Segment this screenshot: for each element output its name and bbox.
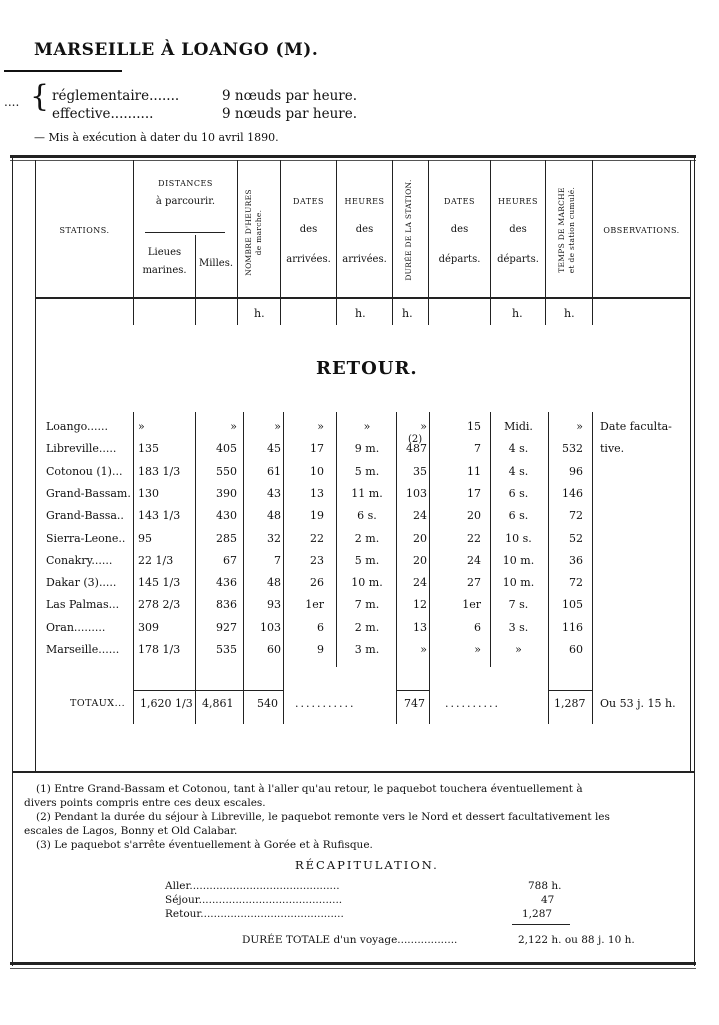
cell-obs: tive. — [600, 442, 625, 456]
totals-cumul: 1,287 — [554, 697, 586, 710]
footnote-1-line-2: divers points compris entre ces deux escales. — [24, 797, 266, 809]
header-lieues: Lieues — [147, 247, 182, 258]
header-temps-marche: TEMPS DE MARCHE et de station cumulé. — [557, 186, 576, 274]
cell-heure-arr: » — [363, 420, 371, 433]
footnote-2-line-2: escales de Lagos, Bonny et Old Calabar. — [24, 825, 238, 837]
cell-duree: 20 — [413, 531, 427, 545]
cell-obs: Date faculta- — [600, 420, 672, 433]
cell-lieues: 95 — [138, 531, 152, 545]
cell-heures-marche: 45 — [267, 442, 281, 456]
cell-heure-arr: 2 m. — [354, 620, 380, 634]
cell-date-arr: 6 — [317, 620, 324, 634]
cell-station: Oran......... — [46, 620, 106, 634]
header-marines: marines. — [142, 265, 187, 276]
cell-duree: 24 — [413, 509, 427, 523]
cell-heure-arr: 6 s. — [357, 509, 377, 523]
cell-milles: 436 — [216, 576, 237, 590]
cell-cumul: 105 — [562, 598, 583, 612]
table-row — [0, 420, 719, 442]
cell-station: Marseille...... — [46, 643, 120, 656]
cell-station: Grand-Bassam. — [46, 486, 131, 500]
cell-date-arr: 22 — [310, 531, 324, 545]
table-row — [0, 509, 719, 531]
cell-duree: » — [420, 643, 427, 656]
cell-station: Loango...... — [46, 420, 109, 433]
footnote-rule — [12, 771, 694, 773]
speed-effective-label: effective.......... — [52, 106, 154, 122]
cell-heure-arr: 5 m. — [354, 553, 380, 567]
cell-heures-marche: 32 — [267, 531, 281, 545]
cell-date-dep: 6 — [474, 620, 481, 634]
cell-duree: 103 — [406, 486, 427, 500]
unit-heures-dep: h. — [512, 307, 523, 320]
table-row — [0, 532, 719, 554]
cell-milles: 285 — [216, 531, 237, 545]
cell-milles: 836 — [216, 598, 237, 612]
cell-duree: » — [420, 420, 427, 433]
cell-lieues: 278 2/3 — [138, 598, 181, 612]
recap-aller-label: Aller............................................. — [165, 880, 340, 892]
cell-date-dep: 15 — [467, 420, 481, 433]
recap-duree-label: DURÉE TOTALE d'un voyage.................. — [242, 934, 458, 946]
totals-rule — [396, 690, 429, 691]
header-dates-dep-3: départs. — [438, 254, 481, 265]
cell-date-dep: 17 — [467, 486, 481, 500]
footnote-3: (3) Le paquebot s'arrête éventuellement à Gorée et à Rufisque. — [36, 839, 373, 851]
unit-heures-arr: h. — [355, 307, 366, 320]
title-underline — [4, 70, 122, 72]
recap-title: RÉCAPITULATION. — [295, 858, 439, 872]
cell-date-arr: 26 — [310, 576, 324, 590]
cell-station: Grand-Bassa.. — [46, 509, 124, 523]
col-line — [545, 160, 546, 325]
unit-heures-marche: h. — [254, 307, 265, 320]
header-nombre-heures: NOMBRE D'HEURES de marche. — [244, 189, 263, 276]
header-rule — [36, 297, 690, 299]
recap-duree-value: 2,122 h. ou 88 j. 10 h. — [518, 934, 635, 946]
cell-milles: 67 — [223, 553, 237, 567]
cell-cumul: 72 — [569, 576, 583, 590]
table-row — [0, 643, 719, 665]
header-dates-dep: DATES — [444, 197, 475, 206]
cell-lieues: 130 — [138, 486, 159, 500]
cell-cumul: » — [576, 420, 583, 433]
cell-heure-arr: 7 m. — [354, 598, 380, 612]
cell-heures-marche: 61 — [267, 464, 281, 478]
cell-date-dep: 1er — [462, 598, 481, 612]
cell-heure-arr: 5 m. — [354, 464, 380, 478]
cell-date-dep: 11 — [467, 464, 481, 478]
cell-heure-dep: 4 s. — [508, 442, 529, 456]
table-row — [0, 621, 719, 643]
cell-date-arr: 9 — [317, 643, 324, 656]
cell-duree: 24 — [413, 576, 427, 590]
cell-lieues: 135 — [138, 442, 159, 456]
col-line — [592, 160, 593, 325]
cell-date-dep: » — [474, 643, 481, 656]
cell-date-arr: 23 — [310, 553, 324, 567]
cell-date-dep: 24 — [467, 553, 481, 567]
distances-rule — [145, 232, 225, 233]
header-dates-arr-3: arrivées. — [286, 254, 331, 265]
footnote-2-line-1: (2) Pendant la durée du séjour à Libreville, le paquebot remonte vers le Nord et dessert facultativement les — [36, 811, 610, 823]
cell-cumul: 72 — [569, 509, 583, 523]
cell-heure-dep: 10 s. — [505, 531, 532, 545]
cell-heures-marche: 103 — [260, 620, 281, 634]
speed-effective-value: 9 nœuds par heure. — [222, 106, 358, 122]
header-dates-arr: DATES — [293, 197, 324, 206]
cell-date-arr: 19 — [310, 509, 324, 523]
header-distances: DISTANCES — [158, 179, 213, 188]
header-dates-dep-2: des — [450, 224, 469, 235]
cell-duree: 35 — [413, 464, 427, 478]
unit-duree: h. — [402, 307, 413, 320]
cell-heure-dep: 7 s. — [508, 598, 529, 612]
cell-station: Sierra-Leone.. — [46, 531, 126, 545]
header-heures-dep-3: départs. — [497, 254, 539, 265]
cell-heures-marche: 93 — [267, 598, 281, 612]
cell-lieues: 143 1/3 — [138, 509, 181, 523]
cell-heure-dep: 6 s. — [508, 509, 529, 523]
cell-cumul: 532 — [562, 442, 583, 456]
speed-reglementaire-value: 9 nœuds par heure. — [222, 88, 358, 104]
totals-duree: 747 — [404, 697, 425, 710]
totals-milles: 4,861 — [202, 697, 234, 710]
header-milles: Milles. — [198, 258, 234, 269]
header-dates-arr-2: des — [299, 224, 318, 235]
totals-heures-marche: 540 — [257, 697, 278, 710]
totals-dots: .......... — [445, 697, 500, 710]
cell-date-arr: 13 — [310, 486, 324, 500]
header-heures-arr: HEURES — [344, 197, 385, 206]
header-heures-arr-3: arrivées. — [342, 254, 387, 265]
cell-lieues: 178 1/3 — [138, 643, 181, 656]
cell-heures-marche: 48 — [267, 576, 281, 590]
table-top-border — [10, 155, 696, 158]
cell-heure-arr: 2 m. — [354, 531, 380, 545]
cell-cumul: 52 — [569, 531, 583, 545]
col-line — [195, 235, 196, 325]
header-heures-arr-2: des — [355, 224, 374, 235]
table-row — [0, 442, 719, 464]
cell-date-dep: 7 — [474, 442, 481, 456]
cell-duree: 487 — [406, 442, 427, 456]
cell-date-dep: 27 — [467, 576, 481, 590]
table-bottom-border — [10, 962, 696, 965]
cell-date-arr: 17 — [310, 442, 324, 456]
table-row — [0, 554, 719, 576]
cell-heure-dep: » — [515, 643, 522, 656]
cell-station: Conakry...... — [46, 553, 113, 567]
footnote-1-line-1: (1) Entre Grand-Bassam et Cotonou, tant à l'aller qu'au retour, le paquebot touchera éventuellement à — [36, 783, 583, 795]
cell-milles: 535 — [216, 643, 237, 656]
col-line — [237, 160, 238, 325]
table-bottom-border-thin — [10, 968, 696, 969]
totals-dots: ........... — [295, 697, 356, 710]
cell-station: Libreville..... — [46, 442, 117, 456]
cell-lieues: 309 — [138, 620, 159, 634]
table-top-border-thin — [10, 160, 696, 161]
table-row — [0, 487, 719, 509]
cell-lieues: 22 1/3 — [138, 553, 174, 567]
cell-heures-marche: 43 — [267, 486, 281, 500]
totals-lieues: 1,620 1/3 — [140, 697, 193, 710]
header-duree-station: DURÉE DE LA STATION. — [404, 179, 413, 281]
speed-reglementaire-label: réglementaire....... — [52, 88, 180, 104]
cell-heure-arr: 9 m. — [354, 442, 380, 456]
header-stations: STATIONS. — [59, 226, 110, 235]
cell-station: Cotonou (1)... — [46, 464, 123, 478]
cell-lieues: 183 1/3 — [138, 464, 181, 478]
unit-cumul: h. — [564, 307, 575, 320]
col-line — [336, 160, 337, 325]
page-title: MARSEILLE À LOANGO (M). — [34, 40, 319, 60]
cell-date-dep: 22 — [467, 531, 481, 545]
header-heures-dep-2: des — [509, 224, 527, 235]
cell-heure-dep: Midi. — [504, 420, 533, 433]
cell-date-arr: 1er — [305, 598, 324, 612]
speed-brace: { — [30, 79, 50, 114]
table-row — [0, 598, 719, 620]
cell-duree: 12 — [413, 598, 427, 612]
cell-milles: 550 — [216, 464, 237, 478]
cell-heure-arr: 3 m. — [354, 643, 380, 656]
cell-heures-marche: 48 — [267, 509, 281, 523]
cell-heure-dep: 6 s. — [508, 486, 529, 500]
cell-heures-marche: » — [274, 420, 281, 433]
recap-aller-value: 788 h. — [528, 880, 562, 892]
cell-lieues: 145 1/3 — [138, 576, 181, 590]
header-observations: OBSERVATIONS. — [603, 226, 680, 235]
cell-lieues: » — [138, 420, 145, 433]
cell-cumul: 60 — [569, 643, 583, 656]
cell-cumul: 116 — [562, 620, 583, 634]
recap-sejour-value: 47 — [541, 894, 555, 906]
col-line — [280, 160, 281, 325]
col-line — [392, 160, 393, 325]
cell-duree: 20 — [413, 553, 427, 567]
recap-sejour-label: Séjour........................................... — [165, 894, 343, 906]
section-title: RETOUR. — [316, 358, 418, 379]
table-row — [0, 576, 719, 598]
cell-heures-marche: 7 — [274, 553, 281, 567]
totals-rule — [133, 690, 283, 691]
header-heures-dep: HEURES — [498, 197, 538, 206]
duree-note-marker: (2) — [408, 434, 423, 445]
execution-note: — Mis à exécution à dater du 10 avril 1890. — [34, 131, 279, 144]
cell-heure-dep: 4 s. — [508, 464, 529, 478]
cell-heure-dep: 10 m. — [502, 576, 535, 590]
cell-heure-arr: 10 m. — [351, 576, 383, 590]
cell-cumul: 36 — [569, 553, 583, 567]
cell-milles: » — [230, 420, 237, 433]
cell-date-dep: 20 — [467, 509, 481, 523]
cell-milles: 405 — [216, 442, 237, 456]
col-line — [490, 160, 491, 325]
cell-milles: 430 — [216, 509, 237, 523]
totals-rule — [548, 690, 592, 691]
cell-cumul: 146 — [562, 486, 583, 500]
cell-station: Dakar (3)..... — [46, 576, 117, 590]
cell-milles: 390 — [216, 486, 237, 500]
header-distances-sub: à parcourir. — [155, 196, 216, 207]
totals-label: TOTAUX... — [70, 698, 126, 709]
leader-dots: .... — [4, 95, 20, 109]
cell-heures-marche: 60 — [267, 643, 281, 656]
col-line — [428, 160, 429, 325]
cell-milles: 927 — [216, 620, 237, 634]
cell-duree: 13 — [413, 620, 427, 634]
recap-retour-value: 1,287 — [522, 908, 553, 920]
recap-sum-rule — [512, 924, 570, 925]
recap-retour-label: Retour........................................... — [165, 908, 344, 920]
cell-date-arr: » — [317, 420, 324, 433]
cell-heure-dep: 10 m. — [502, 553, 535, 567]
cell-date-arr: 10 — [310, 464, 324, 478]
cell-heure-dep: 3 s. — [508, 620, 529, 634]
cell-heure-arr: 11 m. — [351, 486, 383, 500]
table-row — [0, 465, 719, 487]
cell-cumul: 96 — [569, 464, 583, 478]
cell-station: Las Palmas... — [46, 598, 120, 612]
totals-observation: Ou 53 j. 15 h. — [600, 697, 676, 710]
